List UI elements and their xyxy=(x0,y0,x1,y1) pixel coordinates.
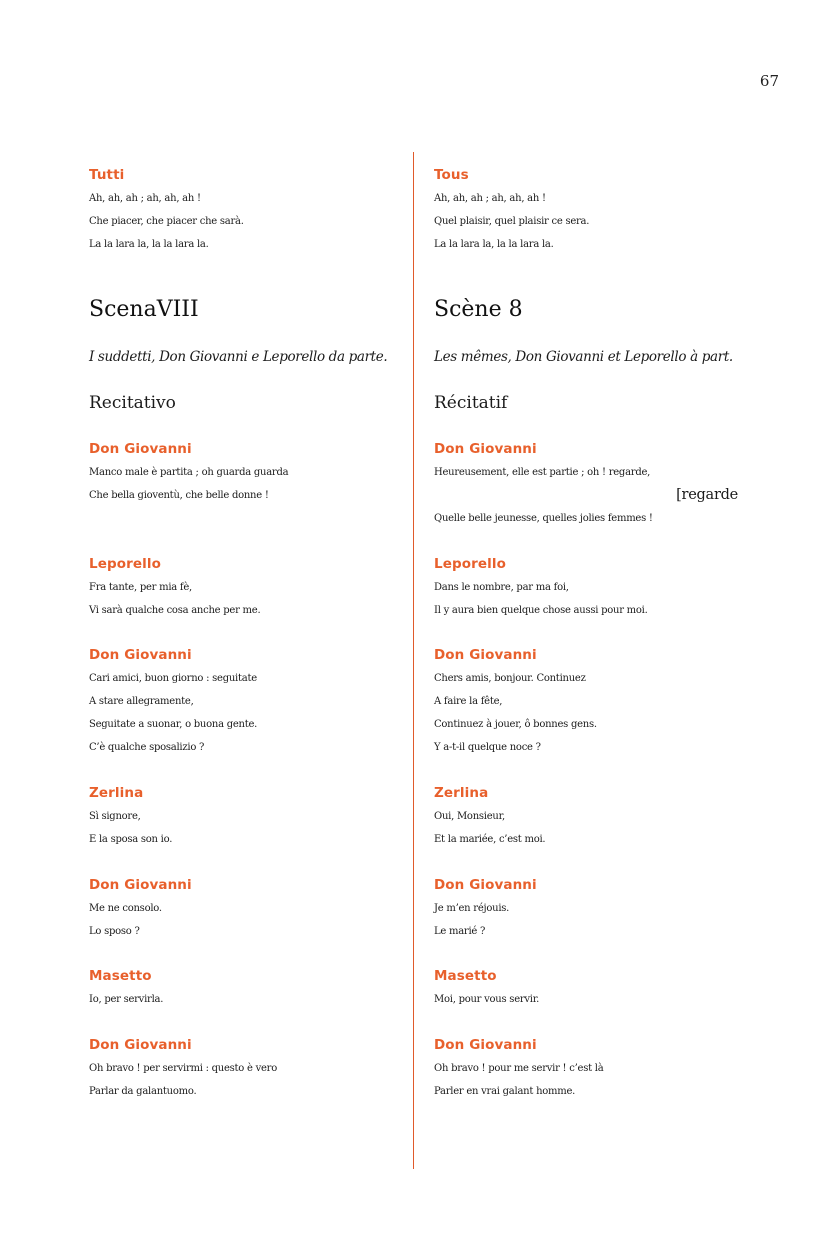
verse-line: Je m’en réjouis. xyxy=(434,903,510,914)
page-number: 67 xyxy=(759,72,779,90)
speaker-name: Tutti xyxy=(89,167,125,183)
verse-line: Heureusement, elle est partie ; oh ! regarde, xyxy=(434,467,651,478)
verse-line: E la sposa son io. xyxy=(89,834,173,845)
speaker-name: Leporello xyxy=(89,556,161,572)
dialogue-block xyxy=(434,438,752,530)
verse-line: Che piacer, che piacer che sarà. xyxy=(89,216,244,227)
section-heading: Recitativo xyxy=(89,393,176,413)
speaker-name: Tous xyxy=(434,167,469,183)
speaker-name: Masetto xyxy=(434,968,497,984)
verse-line: Fra tante, per mia fè, xyxy=(89,582,192,593)
speaker-name: Don Giovanni xyxy=(434,441,537,457)
verse-line: Seguitate a suonar, o buona gente. xyxy=(89,719,258,730)
speaker-name: Don Giovanni xyxy=(434,1037,537,1053)
verse-line: Parlar da galantuomo. xyxy=(89,1086,197,1097)
dialogue-block xyxy=(434,965,752,1011)
verse-line: Ah, ah, ah ; ah, ah, ah ! xyxy=(434,193,546,204)
dialogue-block-tous xyxy=(434,164,752,256)
verse-line: Continuez à jouer, ô bonnes gens. xyxy=(434,719,597,730)
verse-line: Moi, pour vous servir. xyxy=(434,994,540,1005)
scene-title: Scène 8 xyxy=(434,297,523,322)
speaker-name: Don Giovanni xyxy=(89,1037,192,1053)
speaker-name: Zerlina xyxy=(434,785,489,801)
scene-description: I suddetti, Don Giovanni e Leporello da parte. xyxy=(89,349,388,365)
verse-line: Lo sposo ? xyxy=(89,926,140,937)
scene-description: Les mêmes, Don Giovanni et Leporello à part. xyxy=(434,349,733,365)
verse-line: Io, per servirla. xyxy=(89,994,164,1005)
verse-line: Oui, Monsieur, xyxy=(434,811,505,822)
verse-line: Sì signore, xyxy=(89,811,141,822)
verse-line: Vi sarà qualche cosa anche per me. xyxy=(89,605,261,616)
verse-line: Che bella gioventù, che belle donne ! xyxy=(89,490,269,501)
verse-line: C’è qualche sposalizio ? xyxy=(89,742,205,753)
dialogue-block xyxy=(434,644,752,759)
speaker-name: Don Giovanni xyxy=(89,877,192,893)
dialogue-block xyxy=(89,553,407,622)
column-divider xyxy=(413,152,414,1169)
verse-line: Ah, ah, ah ; ah, ah, ah ! xyxy=(89,193,201,204)
dialogue-block xyxy=(89,965,407,1011)
dialogue-block xyxy=(434,1034,752,1103)
dialogue-block xyxy=(434,553,752,622)
verse-line: Et la mariée, c’est moi. xyxy=(434,834,546,845)
speaker-name: Zerlina xyxy=(89,785,144,801)
section-heading: Récitatif xyxy=(434,393,508,413)
dialogue-block xyxy=(89,874,407,943)
verse-line: A stare allegramente, xyxy=(89,696,194,707)
dialogue-block xyxy=(89,782,407,851)
speaker-name: Don Giovanni xyxy=(89,441,192,457)
verse-line: Le marié ? xyxy=(434,926,486,937)
verse-line: Chers amis, bonjour. Continuez xyxy=(434,673,586,684)
scene-title: ScenaVIII xyxy=(89,297,199,322)
dialogue-block xyxy=(434,782,752,851)
verse-line: Oh bravo ! pour me servir ! c’est là xyxy=(434,1063,604,1074)
speaker-name: Masetto xyxy=(89,968,152,984)
dialogue-block xyxy=(89,644,407,759)
dialogue-block xyxy=(89,1034,407,1103)
verse-line: La la lara la, la la lara la. xyxy=(89,239,209,250)
verse-line: Me ne consolo. xyxy=(89,903,162,914)
verse-line: Y a-t-il quelque noce ? xyxy=(434,742,541,753)
verse-line: Dans le nombre, par ma foi, xyxy=(434,582,569,593)
verse-line: Cari amici, buon giorno : seguitate xyxy=(89,673,257,684)
verse-line: Quelle belle jeunesse, quelles jolies femmes ! xyxy=(434,513,653,524)
verse-line: Quel plaisir, quel plaisir ce sera. xyxy=(434,216,590,227)
dialogue-block-tutti xyxy=(89,164,407,256)
speaker-name: Leporello xyxy=(434,556,506,572)
dialogue-block xyxy=(434,874,752,943)
verse-line-continuation: [regarde xyxy=(676,487,738,503)
verse-line: Il y aura bien quelque chose aussi pour moi. xyxy=(434,605,648,616)
verse-line: Oh bravo ! per servirmi : questo è vero xyxy=(89,1063,277,1074)
dialogue-block xyxy=(89,438,407,507)
verse-line: La la lara la, la la lara la. xyxy=(434,239,554,250)
verse-line: Manco male è partita ; oh guarda guarda xyxy=(89,467,289,478)
verse-line: Parler en vrai galant homme. xyxy=(434,1086,576,1097)
speaker-name: Don Giovanni xyxy=(434,647,537,663)
verse-line: A faire la fête, xyxy=(434,696,503,707)
speaker-name: Don Giovanni xyxy=(434,877,537,893)
speaker-name: Don Giovanni xyxy=(89,647,192,663)
